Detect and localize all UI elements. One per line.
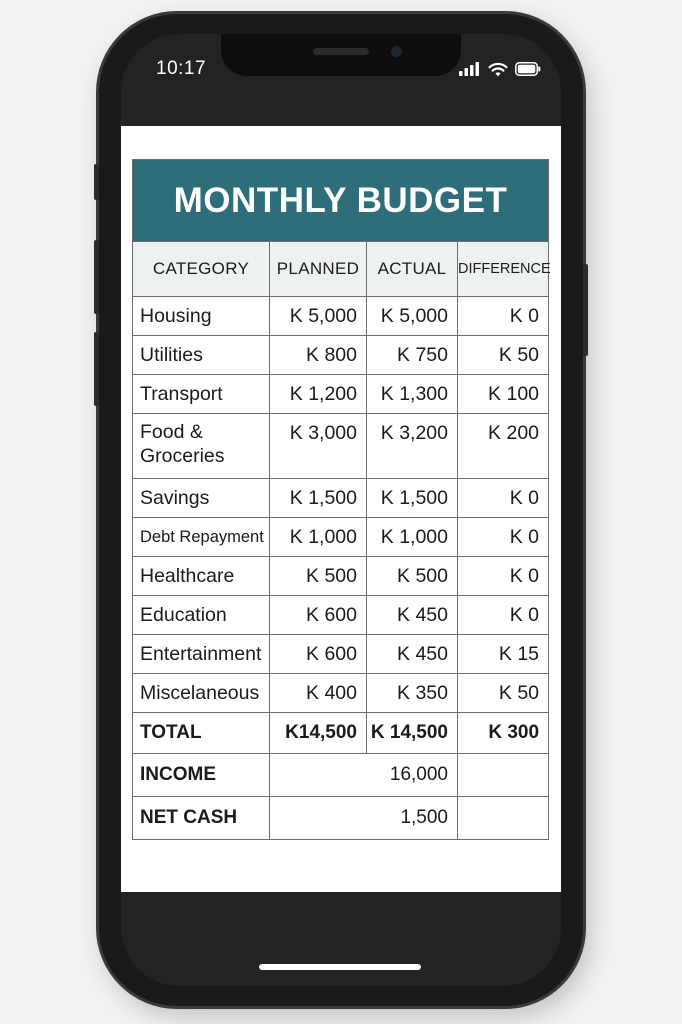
- actual-cell: K 1,300: [367, 375, 458, 414]
- category-cell: Debt Repayment: [133, 518, 270, 557]
- category-cell: Utilities: [133, 336, 270, 375]
- difference-cell: K 50: [458, 674, 549, 713]
- column-header-difference: DIFFERENCE: [458, 242, 549, 297]
- category-line-2: Groceries: [140, 445, 225, 467]
- table-row: [133, 518, 549, 557]
- mute-switch: [94, 164, 99, 200]
- category-cell: Miscelaneous: [133, 674, 270, 713]
- planned-cell: K 3,000: [270, 414, 367, 479]
- wifi-icon: [488, 62, 508, 77]
- battery-icon: [515, 62, 541, 76]
- phone-frame: [99, 14, 583, 1006]
- table-row: [133, 557, 549, 596]
- planned-cell: K 600: [270, 635, 367, 674]
- difference-cell: K 0: [458, 518, 549, 557]
- income-empty-cell: [458, 754, 549, 797]
- total-actual: K 14,500: [367, 713, 458, 754]
- front-camera: [391, 46, 402, 57]
- notch: [221, 34, 461, 76]
- difference-cell: K 0: [458, 557, 549, 596]
- total-planned: K14,500: [270, 713, 367, 754]
- power-button: [583, 264, 588, 356]
- category-cell: Transport: [133, 375, 270, 414]
- screen: [121, 34, 561, 986]
- table-row: [133, 336, 549, 375]
- net-cash-label: NET CASH: [133, 797, 270, 840]
- category-cell: Education: [133, 596, 270, 635]
- column-header-row: [133, 242, 549, 297]
- category-cell: Savings: [133, 479, 270, 518]
- income-value: 16,000: [270, 754, 458, 797]
- planned-cell: K 800: [270, 336, 367, 375]
- difference-cell: K 0: [458, 297, 549, 336]
- difference-cell: K 0: [458, 596, 549, 635]
- table-row: [133, 596, 549, 635]
- actual-cell: K 350: [367, 674, 458, 713]
- column-header-actual: ACTUAL: [367, 242, 458, 297]
- actual-cell: K 3,200: [367, 414, 458, 479]
- actual-cell: K 1,500: [367, 479, 458, 518]
- column-header-category: CATEGORY: [133, 242, 270, 297]
- total-label: TOTAL: [133, 713, 270, 754]
- volume-up-button: [94, 240, 99, 314]
- actual-cell: K 450: [367, 596, 458, 635]
- difference-cell: K 50: [458, 336, 549, 375]
- table-row: [133, 635, 549, 674]
- table-row: [133, 674, 549, 713]
- actual-cell: K 1,000: [367, 518, 458, 557]
- table-row: [133, 479, 549, 518]
- category-cell: [133, 414, 270, 479]
- status-time: 10:17: [156, 58, 207, 79]
- difference-cell: K 15: [458, 635, 549, 674]
- total-difference: K 300: [458, 713, 549, 754]
- category-cell: Housing: [133, 297, 270, 336]
- planned-cell: K 1,500: [270, 479, 367, 518]
- table-row: [133, 414, 549, 479]
- actual-cell: K 5,000: [367, 297, 458, 336]
- income-label: INCOME: [133, 754, 270, 797]
- net-cash-value: 1,500: [270, 797, 458, 840]
- category-line-1: Food &: [140, 421, 203, 443]
- net-cash-row: [133, 797, 549, 840]
- actual-cell: K 450: [367, 635, 458, 674]
- budget-table: [132, 159, 549, 840]
- category-cell: Entertainment: [133, 635, 270, 674]
- earpiece-speaker: [313, 48, 369, 55]
- planned-cell: K 1,000: [270, 518, 367, 557]
- planned-cell: K 500: [270, 557, 367, 596]
- planned-cell: K 1,200: [270, 375, 367, 414]
- budget-content: [121, 126, 561, 892]
- net-cash-empty-cell: [458, 797, 549, 840]
- difference-cell: K 0: [458, 479, 549, 518]
- planned-cell: K 5,000: [270, 297, 367, 336]
- volume-down-button: [94, 332, 99, 406]
- planned-cell: K 600: [270, 596, 367, 635]
- column-header-planned: PLANNED: [270, 242, 367, 297]
- actual-cell: K 750: [367, 336, 458, 375]
- status-icons: [459, 60, 541, 78]
- budget-title: MONTHLY BUDGET: [133, 160, 549, 242]
- home-indicator[interactable]: [259, 964, 421, 970]
- planned-cell: K 400: [270, 674, 367, 713]
- table-row: [133, 375, 549, 414]
- total-row: [133, 713, 549, 754]
- difference-cell: K 100: [458, 375, 549, 414]
- signal-icon: [459, 62, 481, 76]
- difference-cell: K 200: [458, 414, 549, 479]
- category-cell: Healthcare: [133, 557, 270, 596]
- income-row: [133, 754, 549, 797]
- table-row: [133, 297, 549, 336]
- actual-cell: K 500: [367, 557, 458, 596]
